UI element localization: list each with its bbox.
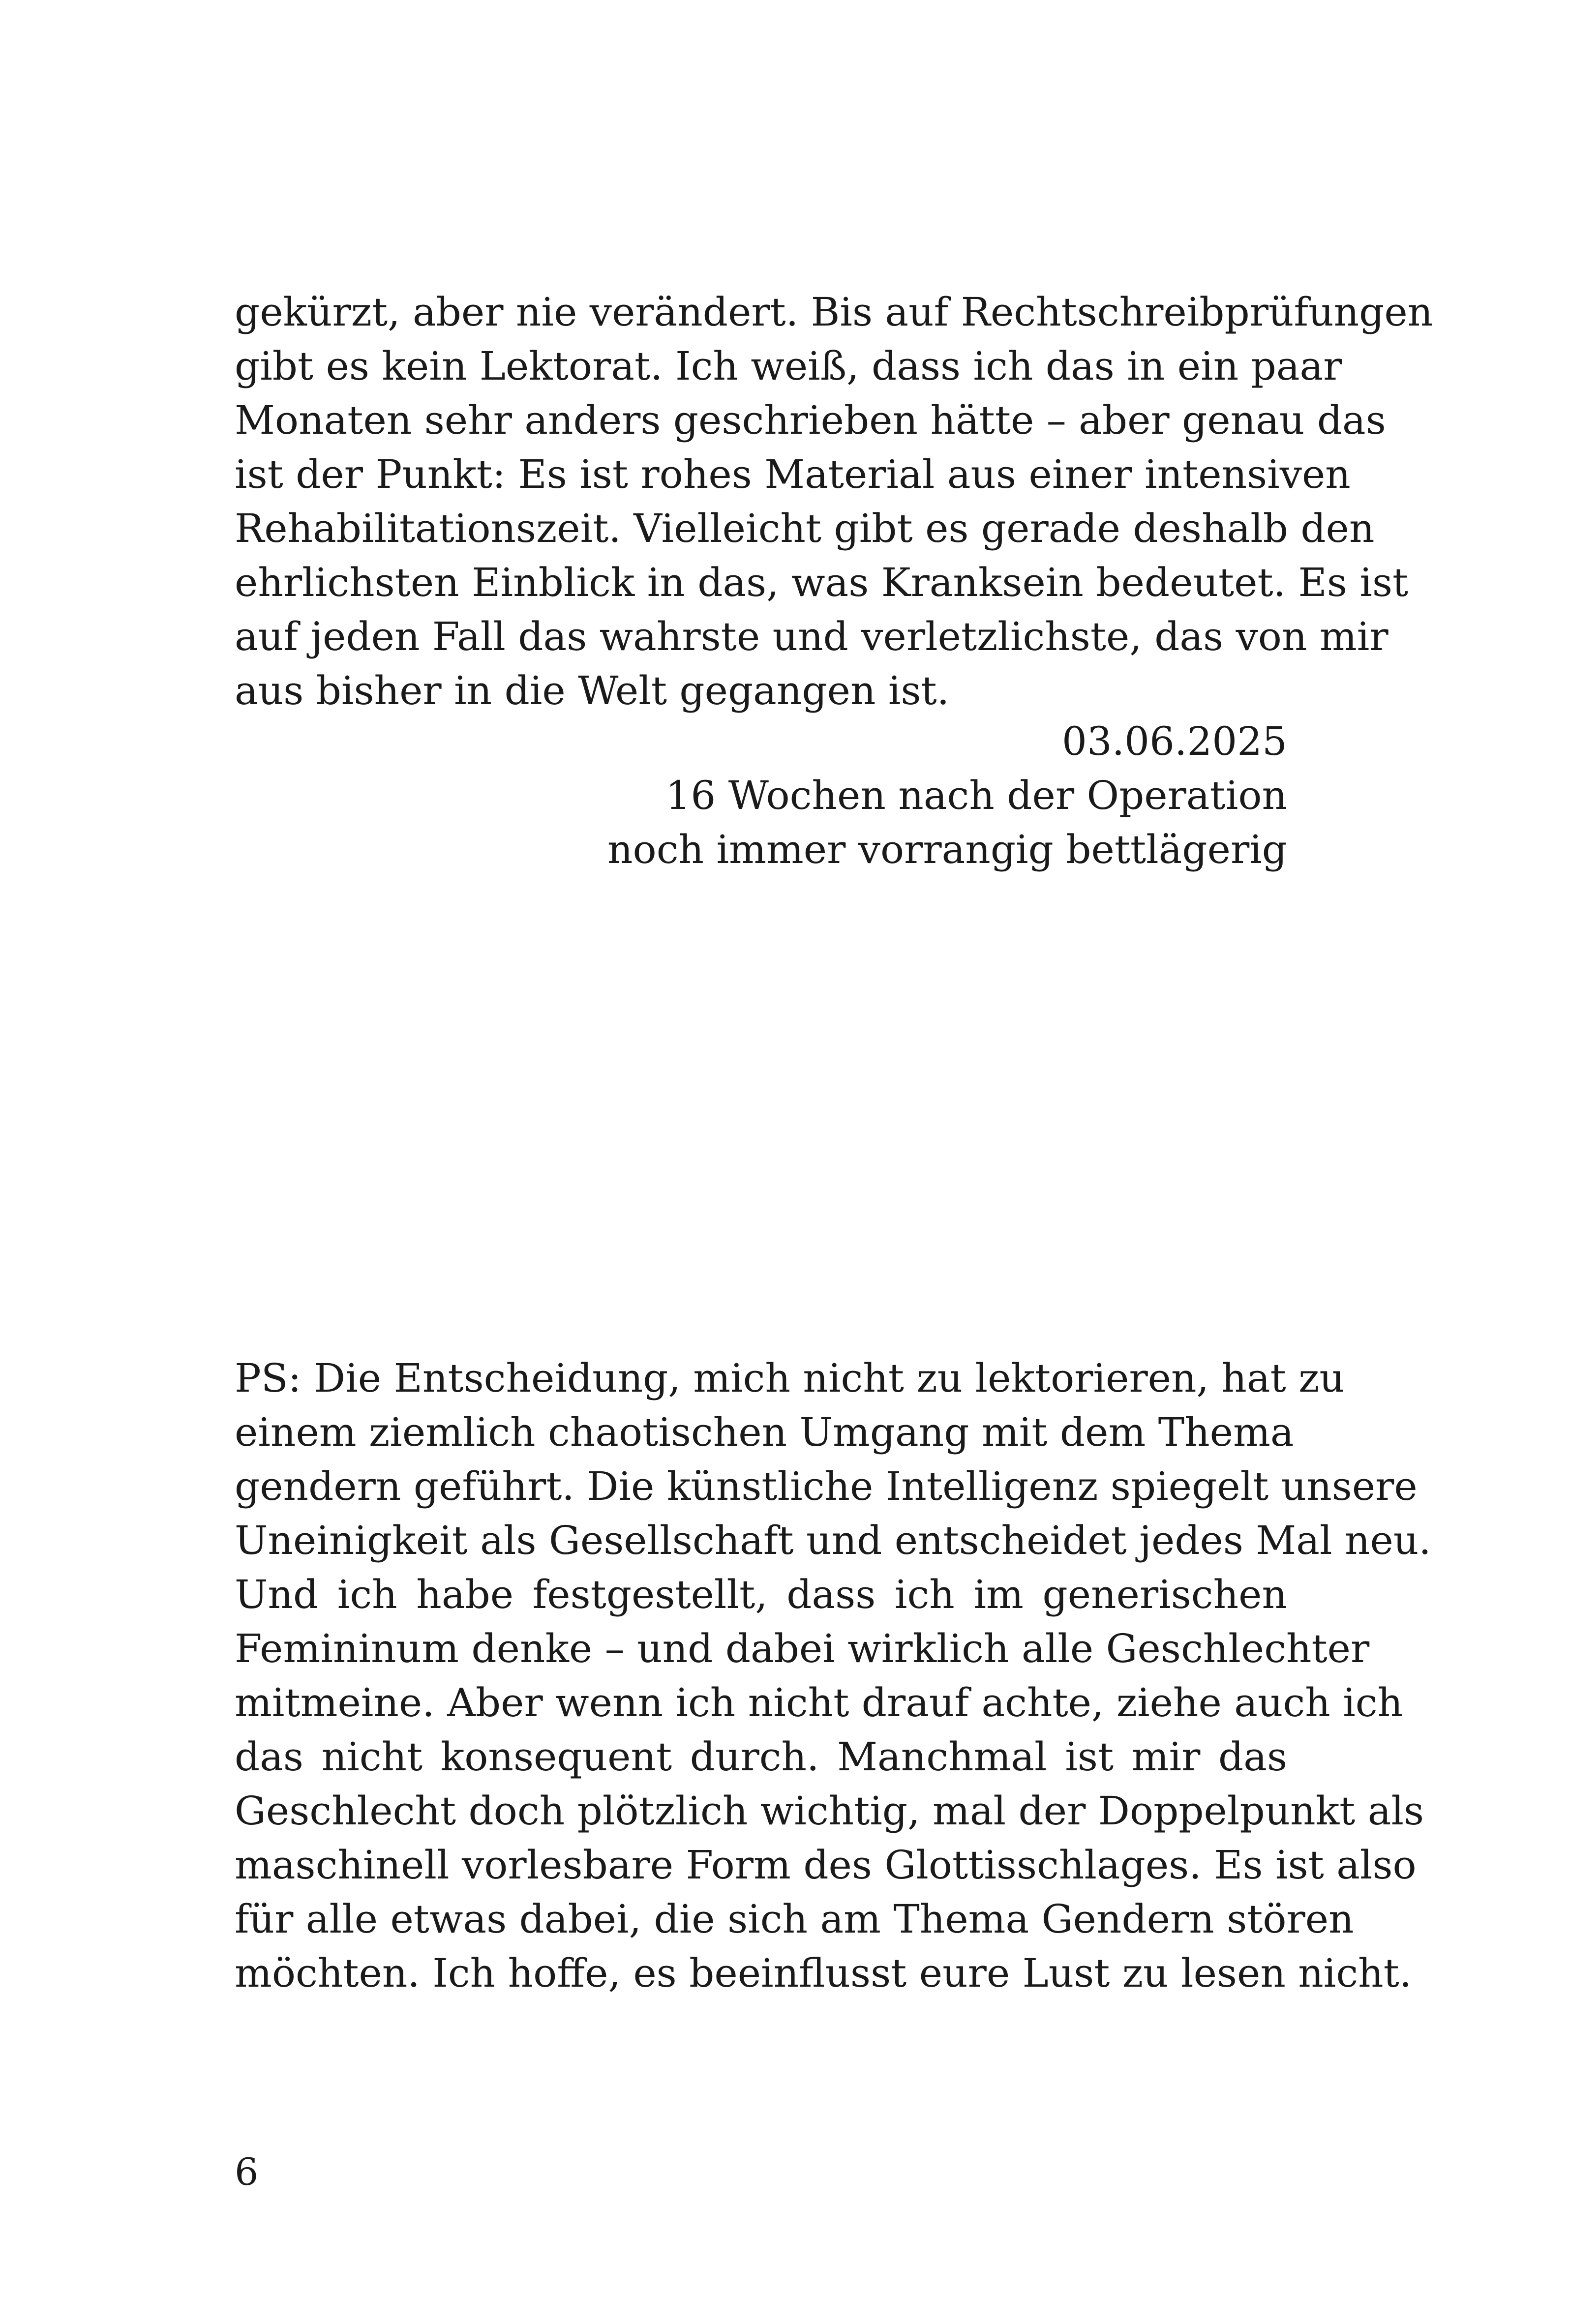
text-line: Und ich habe festgestellt, dass ich im generischen	[235, 1572, 1287, 1617]
text-line: Rehabilitationszeit. Vielleicht gibt es gerade deshalb den	[235, 506, 1375, 551]
text-line: das nicht konsequent durch. Manchmal ist mir das	[235, 1734, 1287, 1780]
text-line: gendern geführt. Die künstliche Intelligenz spiegelt unsere	[235, 1463, 1418, 1509]
text-line: gekürzt, aber nie verändert. Bis auf Rechtschreibprüfungen	[235, 289, 1433, 335]
text-line: ehrlichsten Einblick in das, was Kranksein bedeutet. Es ist	[235, 560, 1409, 605]
text-line: mitmeine. Aber wenn ich nicht drauf achte, ziehe auch ich	[235, 1680, 1403, 1726]
text-line: PS: Die Entscheidung, mich nicht zu lektorieren, hat zu	[235, 1355, 1345, 1401]
signature-weeks: 16 Wochen nach der Operation	[665, 773, 1287, 818]
text-line: Uneinigkeit als Gesellschaft und entscheidet jedes Mal neu.	[235, 1518, 1431, 1563]
text-line: auf jeden Fall das wahrste und verletzlichste, das von mir	[235, 614, 1388, 659]
text-line: maschinell vorlesbare Form des Glottisschlages. Es ist also	[235, 1842, 1417, 1888]
text-line: möchten. Ich hoffe, es beeinflusst eure Lust zu lesen nicht.	[235, 1950, 1412, 1996]
text-line: einem ziemlich chaotischen Umgang mit dem Thema	[235, 1409, 1294, 1455]
date-signature	[235, 715, 1287, 877]
text-line: Geschlecht doch plötzlich wichtig, mal der Doppelpunkt als	[235, 1788, 1424, 1834]
text-line: Femininum denke – und dabei wirklich alle Geschlechter	[235, 1626, 1370, 1671]
postscript-paragraph	[235, 1351, 1431, 2000]
text-line: Monaten sehr anders geschrieben hätte – aber genau das	[235, 397, 1386, 443]
signature-date: 03.06.2025	[1061, 718, 1287, 764]
text-line: aus bisher in die Welt gegangen ist.	[235, 668, 950, 714]
page-number: 6	[235, 2150, 259, 2194]
text-line: für alle etwas dabei, die sich am Thema Gendern stören	[235, 1896, 1354, 1942]
text-line: gibt es kein Lektorat. Ich weiß, dass ich das in ein paar	[235, 343, 1342, 389]
signature-status: noch immer vorrangig bettlägerig	[607, 827, 1287, 872]
text-line: ist der Punkt: Es ist rohes Material aus einer intensiven	[235, 451, 1351, 497]
intro-paragraph	[235, 285, 1433, 718]
